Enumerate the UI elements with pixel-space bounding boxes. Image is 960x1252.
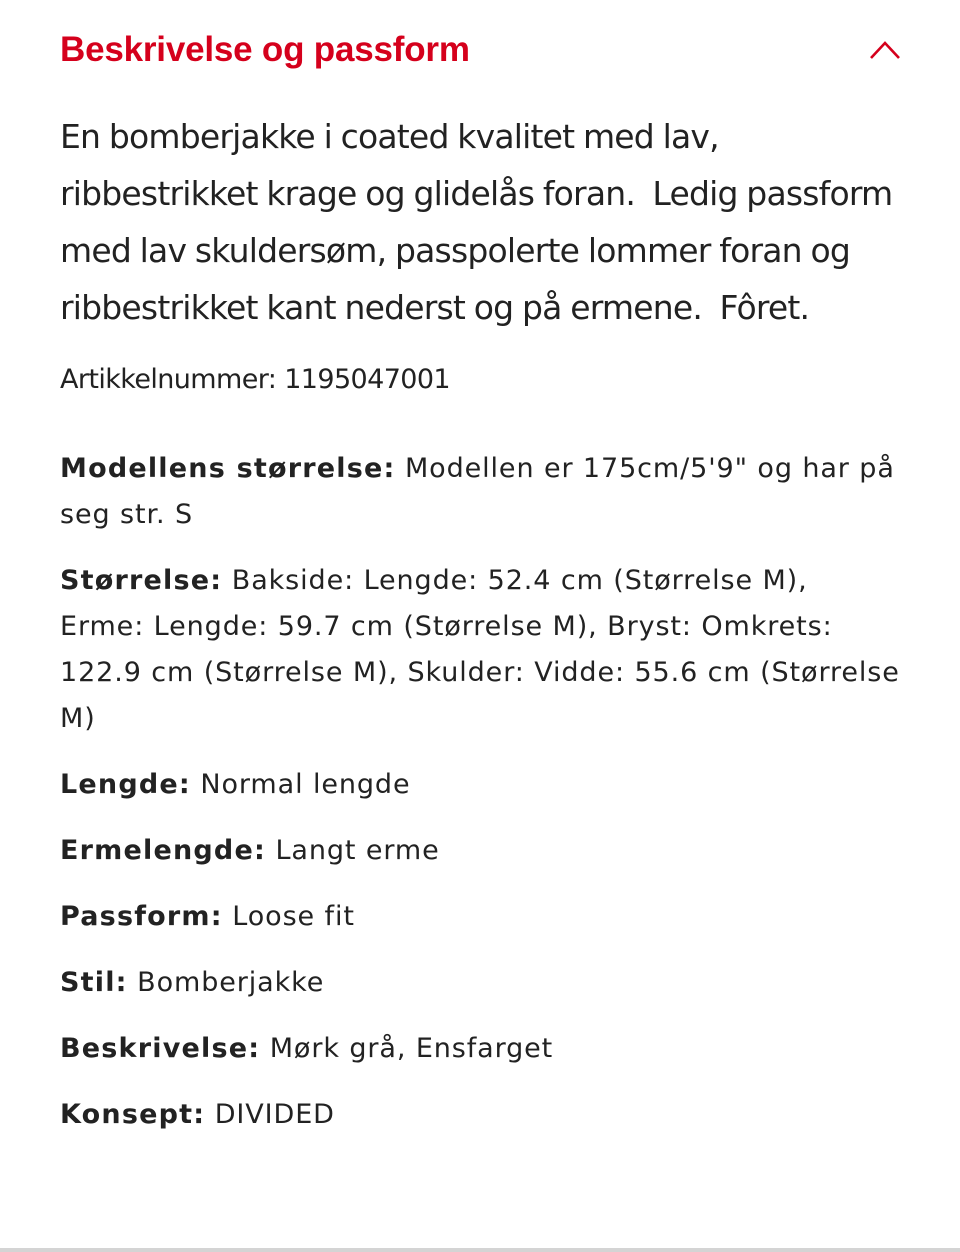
- attribute-label: Konsept:: [60, 1099, 206, 1130]
- product-attributes: [60, 446, 900, 1138]
- attribute-value: Mørk grå, Ensfarget: [269, 1033, 554, 1064]
- attribute-sleeve-length: [60, 828, 900, 874]
- attribute-value: Bomberjakke: [137, 967, 325, 998]
- section-divider: [0, 1248, 960, 1252]
- attribute-value: Langt erme: [275, 835, 440, 866]
- accordion-title: Beskrivelse og passform: [60, 30, 470, 69]
- attribute-value: Loose fit: [232, 901, 355, 932]
- attribute-label: Ermelengde:: [60, 835, 266, 866]
- attribute-label: Beskrivelse:: [60, 1033, 261, 1064]
- attribute-label: Passform:: [60, 901, 223, 932]
- attribute-style: [60, 960, 900, 1006]
- accordion-header-description-fit[interactable]: [60, 22, 900, 78]
- attribute-label: Lengde:: [60, 769, 191, 800]
- article-number: Artikkelnummer: 1195047001: [60, 364, 451, 395]
- attribute-length: [60, 762, 900, 808]
- attribute-value: Normal lengde: [200, 769, 411, 800]
- attribute-value: Modellen er 175cm/5'9" og har på seg str. S: [60, 453, 895, 530]
- attribute-model-size: [60, 446, 900, 538]
- attribute-concept: [60, 1092, 900, 1138]
- attribute-size: [60, 558, 900, 742]
- attribute-label: Stil:: [60, 967, 128, 998]
- attribute-value: DIVIDED: [214, 1099, 335, 1130]
- attribute-label: Modellens størrelse:: [60, 453, 396, 484]
- attribute-value: Bakside: Lengde: 52.4 cm (Størrelse M), Erme: Lengde: 59.7 cm (Størrelse M), Bryst: Omkrets: 122.9 cm (Størrelse M), Skulder: Vidde: 55.6 cm (Størrelse M): [60, 565, 900, 734]
- attribute-fit: [60, 894, 900, 940]
- attribute-description: [60, 1026, 900, 1072]
- attribute-label: Størrelse:: [60, 565, 223, 596]
- product-description: En bomberjakke i coated kvalitet med lav, ribbestrikket krage og glidelås foran. Ledig passform med lav skuldersøm, passpolerte lommer foran og ribbestrikket kant nederst og på ermene. Fôret.: [60, 117, 902, 327]
- chevron-up-icon[interactable]: [868, 38, 902, 62]
- accordion-content: [60, 108, 900, 1158]
